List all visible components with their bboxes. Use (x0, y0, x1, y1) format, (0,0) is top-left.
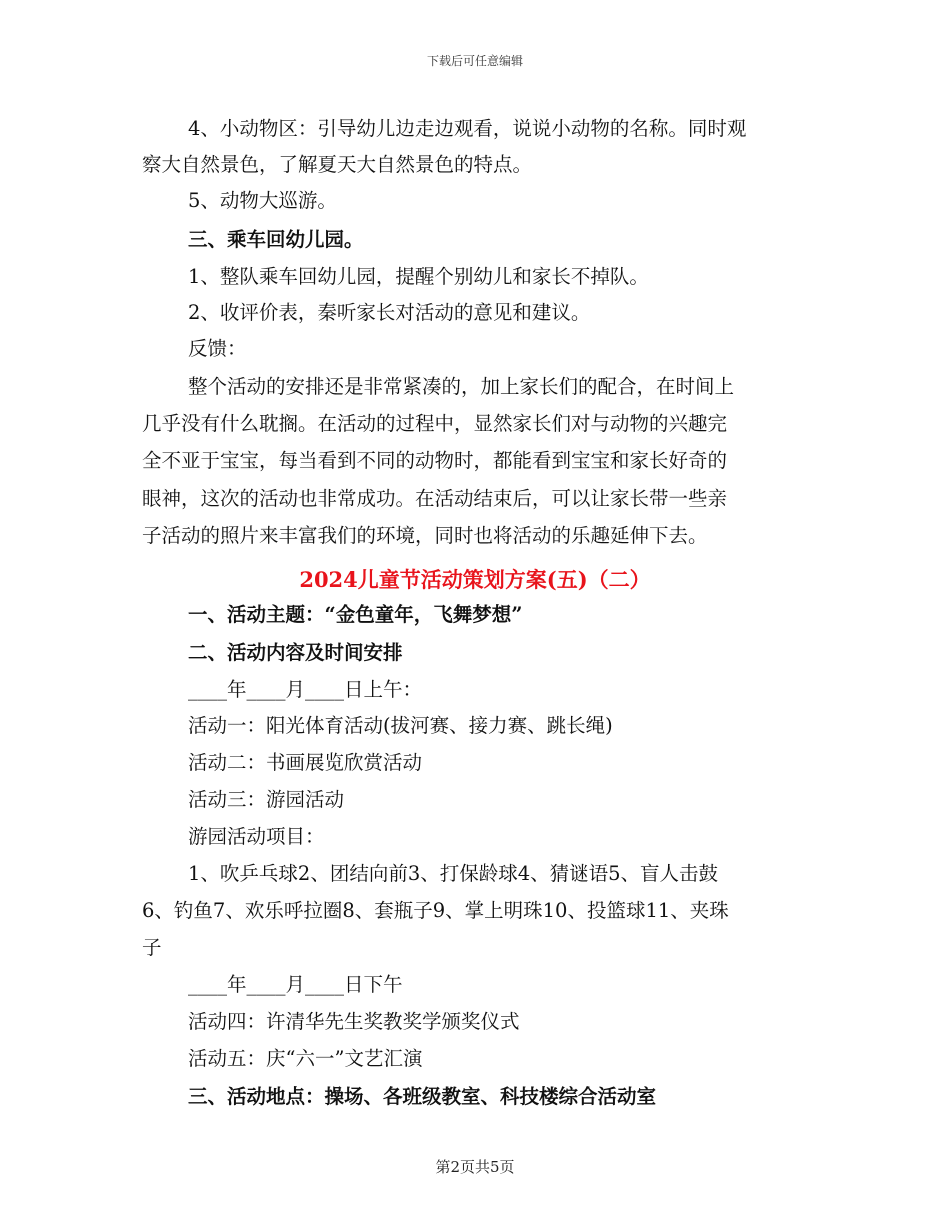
paragraph-line: 2、收评价表，秦听家长对活动的意见和建议。 (188, 301, 591, 324)
paragraph-line: 活动四：许清华先生奖教奖学颁奖仪式 (188, 1010, 520, 1033)
paragraph-line: 活动三：游园活动 (188, 788, 345, 811)
section-heading: 二、活动内容及时间安排 (188, 641, 403, 664)
paragraph-line: 子 (142, 936, 162, 959)
paragraph-line: ____年____月____日下午 (188, 973, 403, 996)
paragraph-line: 察大自然景色，了解夏天大自然景色的特点。 (142, 153, 533, 176)
paragraph-line: 活动五：庆“六一”文艺汇演 (188, 1047, 423, 1070)
paragraph-line: 反馈： (188, 337, 247, 360)
paragraph-line: 5、动物大巡游。 (188, 189, 337, 212)
paragraph-line: 子活动的照片来丰富我们的环境，同时也将活动的乐趣延伸下去。 (142, 524, 708, 547)
paragraph-line: 4、小动物区：引导幼儿边走边观看，说说小动物的名称。同时观 (188, 117, 747, 140)
paragraph-line: 几乎没有什么耽搁。在活动的过程中，显然家长们对与动物的兴趣完 (142, 412, 728, 435)
paragraph-line: 游园活动项目： (188, 825, 325, 848)
paragraph-line: 活动二：书画展览欣赏活动 (188, 751, 423, 774)
paragraph-line: 6、钓鱼7、欢乐呼拉圈8、套瓶子9、掌上明珠10、投篮球11、夹珠 (142, 899, 729, 922)
paragraph-line: 1、整队乘车回幼儿园，提醒个别幼儿和家长不掉队。 (188, 265, 649, 288)
paragraph-line: 活动一：阳光体育活动(拔河赛、接力赛、跳长绳) (188, 714, 613, 737)
page-header: 下载后可任意编辑 (426, 54, 523, 68)
section-heading: 三、乘车回幼儿园。 (188, 228, 364, 251)
paragraph-line: 全不亚于宝宝，每当看到不同的动物时，都能看到宝宝和家长好奇的 (142, 449, 728, 472)
paragraph-line: 眼神，这次的活动也非常成功。在活动结束后，可以让家长带一些亲 (142, 487, 728, 510)
paragraph-line: 整个活动的安排还是非常紧凑的，加上家长们的配合，在时间上 (188, 375, 735, 398)
paragraph-line: 1、吹乒乓球2、团结向前3、打保龄球4、猜谜语5、盲人击鼓 (188, 862, 719, 885)
section-title: 2024儿童节活动策划方案(五)（二） (299, 567, 651, 592)
page-footer: 第2页共5页 (435, 1158, 515, 1176)
section-heading: 一、活动主题：“金色童年，飞舞梦想” (188, 603, 523, 626)
paragraph-line: ____年____月____日上午： (188, 678, 423, 701)
section-heading: 三、活动地点：操场、各班级教室、科技楼综合活动室 (188, 1085, 657, 1108)
